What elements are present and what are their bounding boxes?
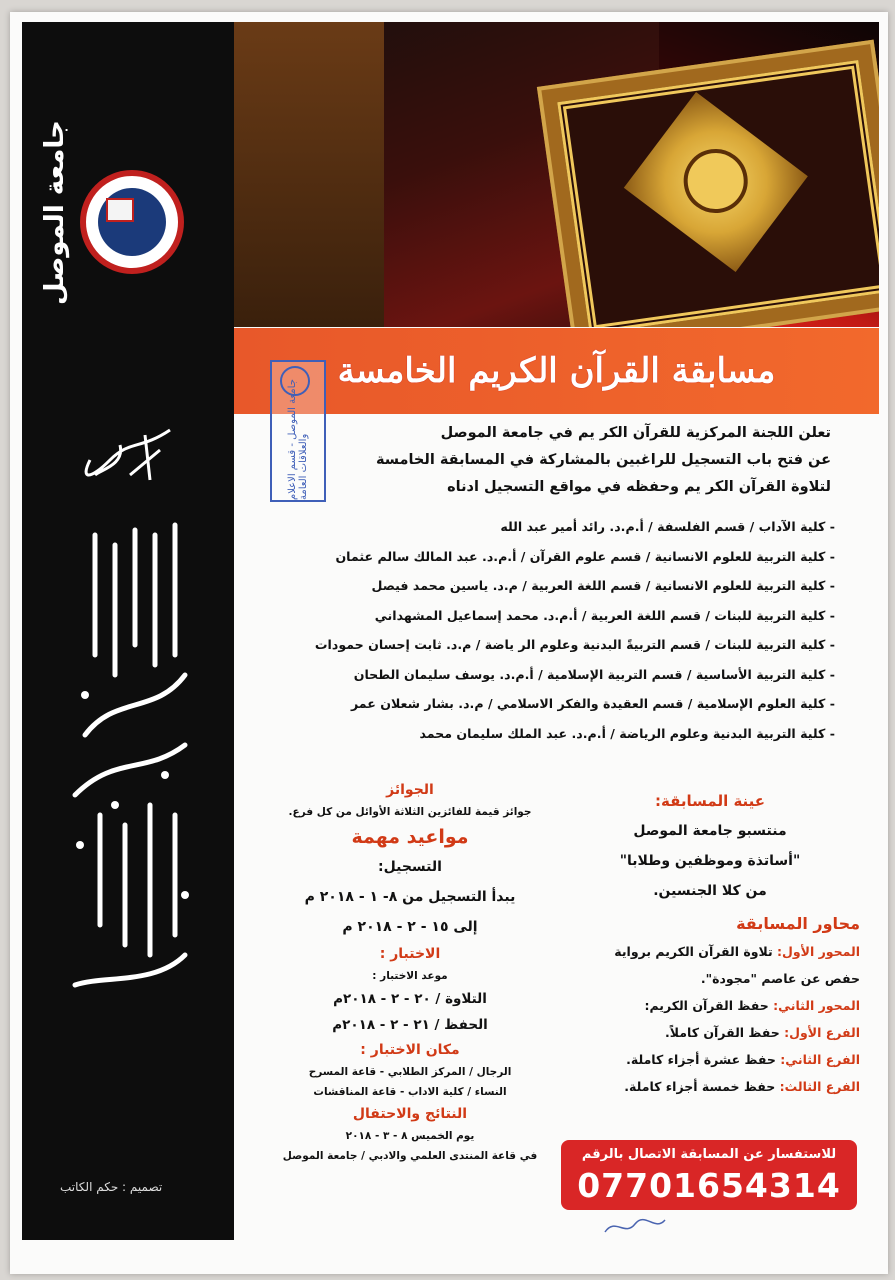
exam-title: الاختبار : bbox=[379, 946, 441, 962]
registration-start: يبدأ التسجيل من ٨- ١ - ٢٠١٨ م bbox=[304, 889, 516, 905]
place-title: مكان الاختبار : bbox=[360, 1042, 460, 1058]
prizes-title: الجوائز bbox=[386, 782, 434, 798]
sample-line: من كلا الجنسين. bbox=[653, 883, 767, 899]
list-item: - كلية الآداب / قسم الفلسفة / أ.م.د. رائد أمير عبد الله bbox=[500, 519, 835, 534]
axis-item: حفص عن عاصم "مجودة". bbox=[700, 971, 860, 986]
place-men: الرجال / المركز الطلابي - قاعة المسرح bbox=[308, 1066, 512, 1078]
prizes-text: جوائز قيمة للفائزين الثلاثة الأوائل من كل فرع. bbox=[288, 806, 532, 818]
list-item: - كلية التربية للبنات / قسم التربيةً البدنية وعلوم الر ياضة / م.د. ثابت إحسان حمودات bbox=[314, 637, 835, 652]
exam-memorization: الحفظ / ٢١ - ٢ - ٢٠١٨م bbox=[332, 1017, 488, 1033]
registration-locations-list bbox=[314, 512, 835, 748]
contact-text: للاستفسار عن المسابقة الاتصال بالرقم bbox=[581, 1147, 837, 1162]
dates-title: مواعيد مهمة bbox=[351, 826, 469, 848]
competition-title-banner bbox=[234, 328, 879, 414]
handwritten-signature-icon bbox=[600, 1212, 670, 1242]
sample-title: عينة المسابقة: bbox=[654, 792, 766, 810]
list-item: - كلية التربية للعلوم الانسانية / قسم اللغة العربية / م.د. ياسين محمد فيصل bbox=[371, 578, 835, 593]
intro-line: عن فتح باب التسجيل للراغبين بالمشاركة في المسابقة الخامسة bbox=[375, 452, 831, 468]
list-item: - كلية العلوم الإسلامية / قسم العقيدة والفكر الاسلامي / م.د. بشار شعلان عمر bbox=[350, 696, 835, 711]
results-title: النتائج والاحتفال bbox=[352, 1106, 468, 1122]
registration-label: التسجيل: bbox=[378, 859, 442, 875]
announcement-intro bbox=[296, 420, 831, 501]
calligraphy-signature-icon bbox=[70, 420, 180, 490]
axis-item: الفرع الثالث: حفظ خمسة أجزاء كاملة. bbox=[624, 1079, 860, 1094]
sample-line: "أساتذة وموظفين وطلابا" bbox=[619, 853, 801, 869]
results-date: يوم الخميس ٨ - ٣ - ٢٠١٨ bbox=[345, 1130, 475, 1142]
axes-title: محاور المسابقة bbox=[736, 914, 860, 933]
competition-title: مسابقة القرآن الكريم الخامسة bbox=[337, 351, 776, 391]
competition-details bbox=[560, 786, 860, 1100]
office-stamp: جامعة الموصل - قسم الاعلام والعلاقات العامة bbox=[270, 360, 326, 502]
intro-line: لتلاوة القرآن الكر يم وحفظه في مواقع التسجيل ادناه bbox=[447, 479, 831, 495]
university-logo bbox=[80, 170, 184, 274]
quran-book-icon bbox=[537, 40, 879, 327]
registration-end: إلى ١٥ - ٢ - ٢٠١٨ م bbox=[342, 919, 478, 935]
university-name: جامعة الموصل bbox=[40, 120, 70, 305]
stamp-seal-icon bbox=[280, 366, 310, 396]
quran-photo bbox=[234, 22, 879, 327]
list-item: - كلية التربية البدنية وعلوم الرياضة / أ.م.د. عبد الملك سليمان محمد bbox=[419, 725, 835, 741]
sample-line: منتسبو جامعة الموصل bbox=[633, 823, 787, 839]
exam-date-label: موعد الاختبار : bbox=[372, 970, 448, 982]
contact-phone[interactable]: 07701654314 bbox=[577, 1166, 841, 1205]
intro-line: تعلن اللجنة المركزية للقرآن الكر يم في جامعة الموصل bbox=[440, 425, 831, 441]
list-item: - كلية التربية الأساسية / قسم التربية الإسلامية / أ.م.د. يوسف سليمان الطحان bbox=[353, 666, 835, 682]
quranic-calligraphy-icon bbox=[55, 515, 205, 995]
axis-item: المحور الثاني: حفظ القرآن الكريم: bbox=[644, 998, 860, 1013]
list-item: - كلية التربية للعلوم الانسانية / قسم علوم القرآن / أ.م.د. عبد المالك سالم عثمان bbox=[335, 548, 835, 564]
contact-box bbox=[561, 1140, 857, 1210]
place-women: النساء / كلية الاداب - قاعة المناقشات bbox=[313, 1086, 507, 1098]
list-item: - كلية التربية للبنات / قسم اللغة العربية / أ.م.د. محمد إسماعيل المشهداني bbox=[374, 607, 835, 623]
results-place: في قاعة المنتدى العلمي والادبي / جامعة الموصل bbox=[282, 1150, 538, 1162]
important-dates bbox=[270, 778, 550, 1166]
axis-item: المحور الأول: تلاوة القرآن الكريم برواية bbox=[614, 944, 860, 959]
axis-item: الفرع الثاني: حفظ عشرة أجزاء كاملة. bbox=[626, 1052, 860, 1067]
designer-credit: تصميم : حكم الكاتب bbox=[60, 1180, 163, 1194]
axis-item: الفرع الأول: حفظ القرآن كاملاً. bbox=[665, 1025, 860, 1040]
exam-recitation: التلاوة / ٢٠ - ٢ - ٢٠١٨م bbox=[333, 991, 487, 1007]
